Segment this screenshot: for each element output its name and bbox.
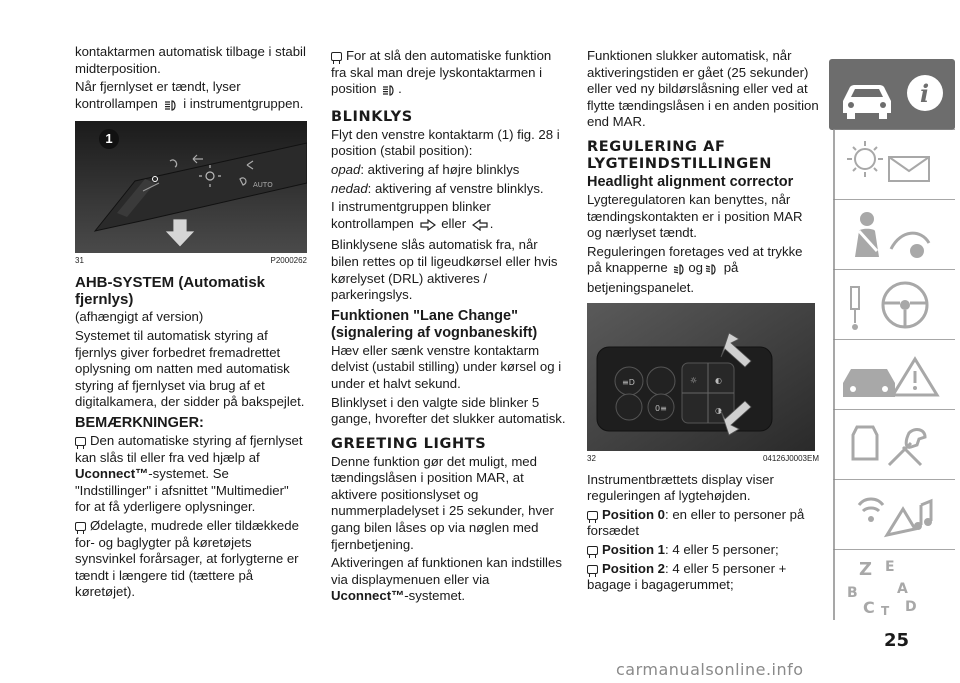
index-letter: Z [859,559,873,580]
watermark-link[interactable]: carmanualsonline.info [616,660,804,679]
text-bold: Position 0 [602,506,666,522]
column-2 [331,48,566,607]
text: på betjeningspanelet. [587,260,739,295]
paragraph [587,244,819,297]
list-item [587,561,819,594]
paragraph [75,79,307,115]
book-bullet-icon [331,52,342,61]
svg-text:◐: ◐ [715,375,722,385]
paragraph: Hæv eller sænk venstre kontaktarm delvist (ustabil stilling) under kørsel og i under et halvt sekund. [331,342,562,391]
text-bold: Position 1 [602,541,666,557]
column-1 [75,44,307,603]
paragraph: Blinklysene slås automatisk fra, når bilen rettes op til ligeudkørsel eller hvis kørelyset (DRL) aktiveres / parkeringslys. [331,237,558,303]
figure-code: P2000262 [270,256,307,266]
notes-heading: BEMÆRKNINGER: [75,414,204,431]
seatbelt-safety-icon [829,199,955,270]
paragraph: Blinklyset i den valgte side blinker 5 gange, hvorefter det slukker automatisk. [331,394,566,427]
section-heading-blinklys: BLINKLYS [331,108,413,125]
text: For at slå den automatiske funktion fra skal man dreje lyskontaktarmen i position [331,48,552,97]
text: . [398,81,402,97]
figure-number: 31 [75,256,84,266]
tab-multimedia[interactable] [829,479,955,550]
dashboard-lights-icon [829,129,955,200]
svg-text:☼: ☼ [690,375,698,385]
tab-warning-accident[interactable] [829,339,955,410]
text: : en eller to personer på forsædet [587,506,805,539]
figure-number: 32 [587,453,596,463]
paragraph: Lygteregulatoren kan benyttes, når tændingskontakten er i position MAR og nærlyset tændt. [587,191,803,241]
text: eller [441,215,467,231]
text: Når fjernlyset er tændt, lyser kontrollampen [75,79,241,111]
figure-caption [75,256,307,266]
index-letter: T [881,604,890,618]
text-bold: Uconnect™ [331,588,405,604]
text: -systemet. Se "Indstillinger" i afsnittet "Multimedier" for at få yderligere oplysninger. [75,466,289,515]
book-bullet-icon [587,546,598,555]
paragraph: Denne funktion gør det muligt, med tændingslåsen i position MAR, at aktivere positionslyset og nummerpladelyset i 25 sekunder, hver gang bilen låses op via nøglen med fjernbetjening. [331,453,554,552]
svg-text:0≡: 0≡ [655,403,667,413]
text: og [688,260,704,276]
arrow-left-icon [472,219,488,236]
multimedia-icon [829,479,955,550]
tab-seatbelt-safety[interactable] [829,199,955,270]
page-number: 25 [884,630,910,651]
maintenance-tools-icon [829,409,955,480]
index-letter: D [905,599,917,615]
subheading: (afhængigt af version) [75,309,204,325]
text: Den automatiske styring af fjernlyset kan slås til eller fra ved hjælp af [75,432,303,465]
tab-maintenance-tools[interactable] [829,409,955,480]
text: : 4 eller 5 personer + bagage i bagagerummet; [587,560,787,593]
text-italic: opad [331,161,361,177]
callout-1: 1 [99,129,119,149]
text: -systemet. [404,588,466,604]
headlight-up-icon [705,263,718,280]
svg-text:◑: ◑ [715,405,722,415]
svg-text:≡D: ≡D [622,377,635,387]
column-3 [587,48,819,596]
note [75,433,307,516]
paragraph: Flyt den venstre kontaktarm (1) fig. 28 i position (stabil position): [331,126,560,159]
index-letter: B [847,585,858,601]
paragraph [331,555,566,605]
text-bold: Uconnect™ [75,466,149,482]
text: Aktiveringen af funktionen kan indstilles via displaymenuen eller via [331,555,562,587]
text: i instrumentgruppen. [183,95,304,111]
text: . [489,215,494,231]
tab-index-letters[interactable] [829,549,955,620]
svg-text:i: i [920,79,930,108]
high-beam-icon [382,84,396,101]
subsection-heading-corrector: Headlight alignment corrector [587,173,794,190]
index-letter: C [863,598,875,617]
text: : aktivering af venstre blinklys. [367,180,544,196]
steering-wheel-icon [829,269,955,340]
text-bold: Position 2 [602,560,666,576]
section-heading-regulering: REGULERING AF LYGTEINDSTILLINGEN [587,138,772,172]
section-heading-ahb: AHB-SYSTEM (Automatisk fjernlys) [75,274,266,309]
arrow-right-icon [420,219,436,236]
text: I instrumentgruppen blinker kontrollampen [331,199,491,231]
paragraph [331,181,566,198]
control-panel-illustration [587,303,815,451]
car-info-icon [829,59,955,130]
index-letter: E [885,559,895,575]
figure-stalk [75,121,307,253]
index-letter: A [897,581,908,597]
paragraph [331,48,566,101]
index-letters-icon [829,549,955,620]
paragraph: Instrumentbrættets display viser reguleringen af lygtehøjden. [587,471,774,504]
list-item [587,542,819,559]
section-heading-lane-change: Funktionen "Lane Change" (signalering af vognbaneskift) [331,307,538,341]
warning-accident-icon [829,339,955,410]
paragraph: Systemet til automatisk styring af fjernlys giver forbedret fremadrettet oplysning om natten med automatisk styring af fjernlyset via brug af et digitalkamera, der sidder på bakspejlet. [75,327,305,410]
book-bullet-icon [75,522,86,531]
section-heading-greeting-lights: GREETING LIGHTS [331,435,487,452]
paragraph: Funktionen slukker automatisk, når aktiveringstiden er gået (25 sekunder) eller ved ny bildørslåsning eller ved at flytte tændingslåsen i en anden position end MAR. [587,48,819,130]
paragraph [331,162,566,179]
text: : aktivering af højre blinklys [360,161,520,177]
figure-caption [587,454,819,464]
note [75,518,307,601]
figure-control-panel [587,303,815,451]
text: Ødelagte, mudrede eller tildækkede for- og baglygter på køretøjets synsvinkel forårsager, at forlygterne er tændt i længere tid (tættere på køretøjet). [75,517,299,600]
book-bullet-icon [75,437,86,446]
tab-dashboard-lights[interactable] [829,129,955,200]
svg-text:AUTO: AUTO [253,181,273,190]
text: : 4 eller 5 personer; [665,541,779,557]
text: Reguleringen foretages ved at trykke på knapperne [587,243,803,276]
paragraph [331,199,566,235]
high-beam-icon [164,99,178,116]
headlight-down-icon [673,263,686,280]
tab-steering-wheel[interactable] [829,269,955,340]
paragraph: kontaktarmen automatisk tilbage i stabil midterposition. [75,44,306,76]
list-item [587,507,819,540]
text-italic: nedad [331,180,368,196]
book-bullet-icon [587,565,598,574]
book-bullet-icon [587,511,598,520]
figure-code: 04126J0003EM [762,453,819,463]
tab-car-info[interactable] [829,59,955,130]
